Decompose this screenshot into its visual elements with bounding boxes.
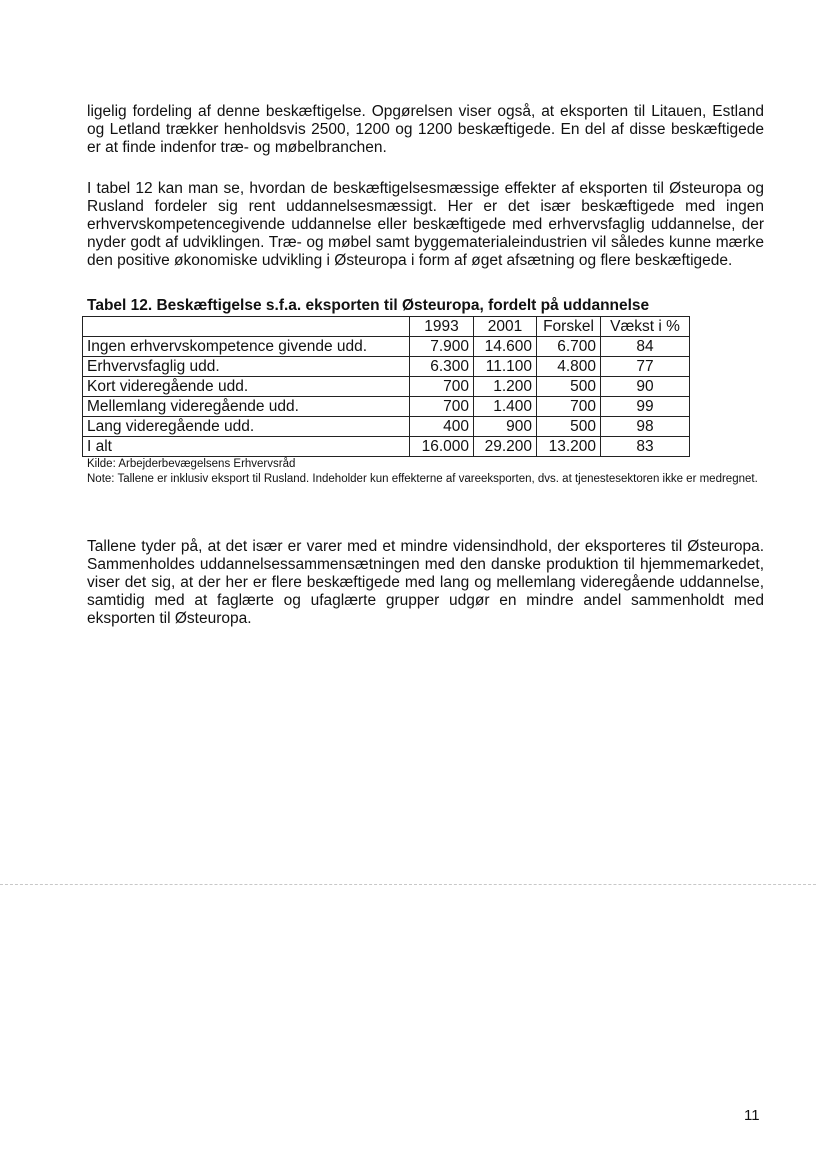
cell-vaekst: 77: [601, 357, 690, 377]
row-label: Mellemlang videregående udd.: [83, 397, 410, 417]
cell-1993: 700: [410, 377, 474, 397]
cell-1993: 700: [410, 397, 474, 417]
page-number: 11: [744, 1107, 760, 1124]
row-label: Erhvervsfaglig udd.: [83, 357, 410, 377]
table-row: [83, 417, 690, 437]
table-row: [83, 397, 690, 417]
cell-vaekst: 98: [601, 417, 690, 437]
header-cell-empty: [83, 317, 410, 337]
cell-forskel: 6.700: [537, 337, 601, 357]
cell-forskel: 500: [537, 377, 601, 397]
paragraph-table-description: I tabel 12 kan man se, hvordan de beskæftigelsesmæssige effekter af eksporten til Østeuropa og Rusland fordeler sig rent uddannelsesmæssigt. Her er det især beskæftigede med ingen erhvervskompetencegivende uddannelse eller beskæftigede med erhvervsfaglig uddannelse, der nyder godt af udviklingen. Træ- og møbel samt byggematerialeindustrien vil således kunne mærke den positive økonomiske udvikling i Østeuropa i form af øget afsætning og flere beskæftigede.: [87, 179, 764, 269]
table-row: [83, 337, 690, 357]
table-source: Kilde: Arbejderbevægelsens Erhvervsråd: [87, 458, 296, 470]
employment-table: [82, 316, 690, 457]
cell-2001: 29.200: [474, 437, 537, 457]
cell-vaekst: 90: [601, 377, 690, 397]
cell-1993: 400: [410, 417, 474, 437]
table-header-row: [83, 317, 690, 337]
cell-vaekst: 83: [601, 437, 690, 457]
table-total-row: [83, 437, 690, 457]
cell-2001: 900: [474, 417, 537, 437]
header-cell-forskel: Forskel: [537, 317, 601, 337]
table-row: [83, 377, 690, 397]
cell-forskel: 4.800: [537, 357, 601, 377]
paragraph-intro: ligelig fordeling af denne beskæftigelse. Opgørelsen viser også, at eksporten til Litauen, Estland og Letland trækker henholdsvis 2500, 1200 og 1200 beskæftigede. En del af disse beskæftigede er at finde indenfor træ- og møbelbranchen.: [87, 102, 764, 156]
cell-1993: 6.300: [410, 357, 474, 377]
row-label: I alt: [83, 437, 410, 457]
cell-2001: 14.600: [474, 337, 537, 357]
table-row: [83, 357, 690, 377]
cell-1993: 16.000: [410, 437, 474, 457]
table-title: Tabel 12. Beskæftigelse s.f.a. eksporten til Østeuropa, fordelt på uddannelse: [87, 297, 650, 314]
page-divider: [0, 884, 816, 885]
row-label: Lang videregående udd.: [83, 417, 410, 437]
row-label: Ingen erhvervskompetence givende udd.: [83, 337, 410, 357]
cell-forskel: 13.200: [537, 437, 601, 457]
header-cell-vaekst: Vækst i %: [601, 317, 690, 337]
cell-forskel: 700: [537, 397, 601, 417]
cell-1993: 7.900: [410, 337, 474, 357]
header-cell-2001: 2001: [474, 317, 537, 337]
header-cell-1993: 1993: [410, 317, 474, 337]
cell-vaekst: 99: [601, 397, 690, 417]
cell-2001: 1.200: [474, 377, 537, 397]
cell-2001: 1.400: [474, 397, 537, 417]
row-label: Kort videregående udd.: [83, 377, 410, 397]
cell-2001: 11.100: [474, 357, 537, 377]
table-note: Note: Tallene er inklusiv eksport til Rusland. Indeholder kun effekterne af vareeksporten, dvs. at tjenestesektoren ikke er medregnet.: [87, 473, 758, 485]
paragraph-conclusion: Tallene tyder på, at det især er varer med et mindre vidensindhold, der eksporteres til Østeuropa. Sammenholdes uddannelsessammensætningen med den danske produktion til hjemmemarkedet, viser det sig, at der her er flere beskæftigede med lang og mellemlang videregående uddannelse, samtidig med at faglærte og ufaglærte grupper udgør en mindre andel sammenholdt med eksporten til Østeuropa.: [87, 537, 764, 627]
cell-forskel: 500: [537, 417, 601, 437]
cell-vaekst: 84: [601, 337, 690, 357]
